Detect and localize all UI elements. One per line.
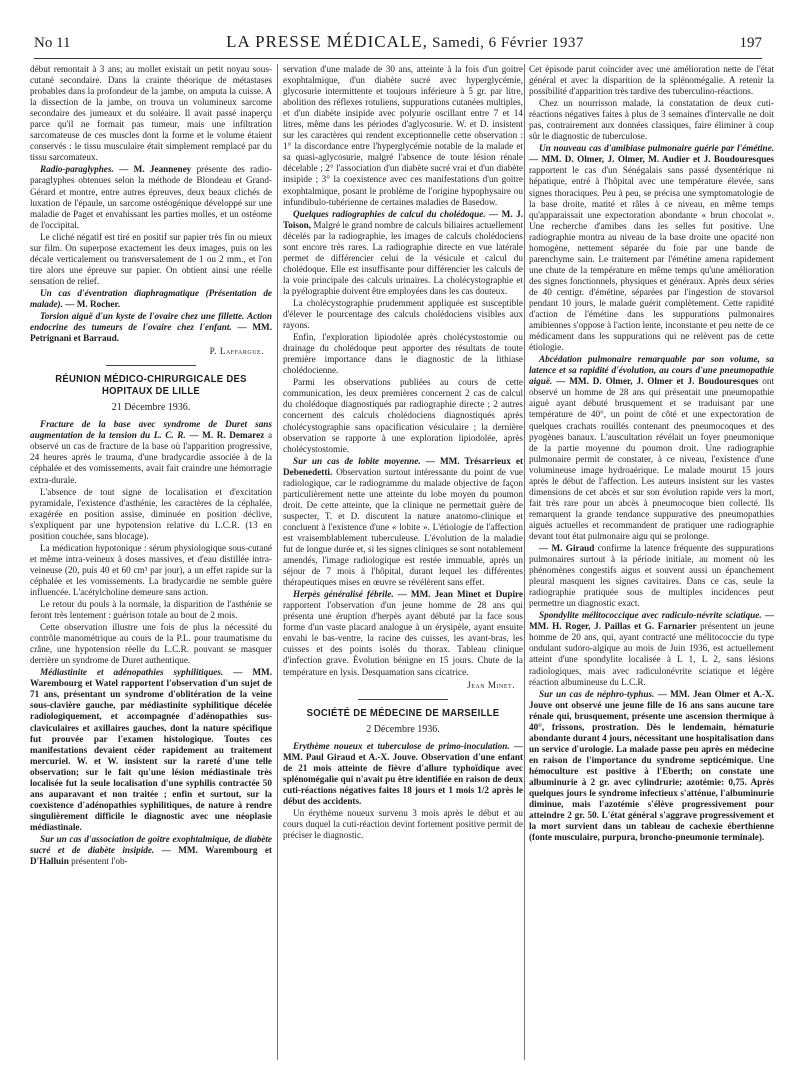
entry-lobite — [283, 456, 523, 589]
entry-title: Spondylite mélitococcique avec radiculo-névrite sciatique. — [539, 610, 762, 621]
entry-text: ont observé une jeune fille de 16 ans sans aucune tare rénale qui, brusquement, présente une ascension thermique à 40°, frissons, prostration. Dès le lendemain, hématurie abondante durant 4 jours, nécessitant une hospitalisation dans un service d'urologie. La malade passe peu après en médecine en raison de l'importance du syndrome septicémique. Une hémoculture est positive à l'Eberth; on constate une albuminurie à 2 gr. avec cylindrurie; azotémie: 0,75. Après quelques jours le syndrome infectieux s'atténue, l'albuminurie diminue, mais l'azotémie s'élève progressivement pour atteindre 2 gr. 50. L'état général s'aggrave progressivement et la mort survient dans un tableau de cachexie éberthienne (fonte musculaire, purpura, broncho-pneumonie terminale). — [529, 699, 774, 843]
entry-title: Médiastinite et adénopathies syphilitiques. — [40, 667, 224, 678]
entry-title: Radio-paraglyphes. — [40, 164, 114, 175]
journal-masthead — [71, 32, 740, 52]
paragraph: Le cliché négatif est tiré en positif sur papier très fin ou mieux sur film. On superpose exactement les deux images, puis on les décale verticalement ou transversalement de 1 ou 2 mm., et l'on tire alors une épreuve sur papier. On obtient ainsi une réelle sensation de relief. — [30, 231, 272, 286]
issue-date: Samedi, 6 Février 1937 — [432, 35, 584, 51]
section-divider — [106, 365, 196, 366]
paragraph: Parmi les observations publiées au cours de cette communication, les deux premières concernent 2 cas de calcul du cholédoque diagnostiqués par radiographie directe ; 2 autres concernent des calculs cholédociens diagnostiqués après cholécystographie sans opacification vésiculaire ; la dernière observation se rapporte à une exploration lipiodolée, après cholécystostomie. — [283, 377, 523, 454]
entry-title: Fracture de la base avec syndrome de Duret sans augmentation de la tension du L. C. R. — [30, 419, 272, 441]
entry-erytheme — [283, 741, 523, 807]
paragraph — [529, 543, 774, 609]
paragraph: Cet épisode parut coïncider avec une amélioration nette de l'état général et avec la disparition de la splénomégalie. A retenir la possibilité d'apparition très tardive des tuberculino-réactions. — [529, 64, 774, 97]
issue-number: No 11 — [34, 35, 71, 51]
signature: P. Laffargue. — [209, 346, 264, 357]
entry-amibiase — [529, 143, 774, 353]
entry-text: rapportent l'observation d'un jeune homme de 28 ans qui présenta une éruption d'herpès ayant débuté par la face sous forme d'un vaste placard analogue à un érysipèle, ayant ensuite envahi le bas-ventre, la racine des cuisses, les avant-bras, les cuisses et des points isolés du thorax. Tableau clinique d'infection grave. Évolution bénigne en 15 jours. Chute de la température en lysis. Desquamation sans cicatrice. — [283, 600, 523, 677]
column-right — [529, 64, 774, 1064]
entry-authors: — MM. Trésarrieux et Debenedetti. — [283, 455, 523, 477]
column-middle — [283, 64, 523, 1064]
entry-authors: — MM. D. Olmer, J. Olmer et J. Boudouresques — [556, 376, 759, 387]
entry-text: Malgré le grand nombre de calculs biliaires actuellement décelés par la radiographie, les images de calculs cholédociens sont encore très rares. La radiographie directe en vue latérale permet de différencier celui de la vésicule et calcul du cholédoque. Elle est insuffisante pour différencier les calculs de la voie principale des calculs urinaires. La cholécystographie et la pyélographie doivent être employées dans les cas douteux. — [283, 219, 523, 296]
entry-herpes — [283, 589, 523, 677]
section-title: SOCIÉTÉ DE MÉDECINE DE MARSEILLE — [306, 707, 500, 719]
paragraph: Un érythème noueux survenu 3 mois après le début et au cours duquel la cuti-réaction devint fortement positive permit de préciser le diagnostic. — [283, 807, 523, 841]
paragraph: La cholécystographie prudemment appliquée est susceptible d'élever le pourcentage des calculs cholédociens visibles aux rayons. — [283, 297, 523, 331]
paragraph: début remontait à 3 ans; au mollet existait un petit noyau sous-cutané secondaire. Dans la crainte théorique de métastases probables dans la profondeur de la jambe, on amputa la cuisse. A la dissection de la jambe, on trouva un volumineux sarcome secondaire des jumeaux et du soléaire. Il avait passé inaperçu parce qu'il ne formait pas tumeur, mais une infiltration sarcomateuse de ces muscles dont la forme et le volume étaient conservés : le tissu musculaire était simplement remplacé par du tissu sarcomateux. — [30, 64, 272, 163]
paragraph: Enfin, l'exploration lipiodolée après cholécystostomie ou drainage du cholédoque peut apporter des résultats de toute première importance dans le diagnostic de la lithiase cholédocienne. — [283, 332, 523, 376]
paragraph: Le retour du pouls à la normale, la disparition de l'asthénie se feront très lentement : guérison totale au bout de 2 mois. — [30, 599, 272, 621]
entry-text: présentent l'ob- — [68, 856, 128, 867]
entry-title: Un nouveau cas d'amibiase pulmonaire guérie par l'émétine. — [539, 143, 774, 154]
paragraph: servation d'une malade de 30 ans, atteinte à la fois d'un goitre exophtalmique, d'un diabète sucré avec hyperglycémie, glycosurie intermittente et toujours inférieure à 5 gr. par litre, abolition des réflexes rotuliens, suppurations cutanées multiples, et d'un diabète insipide avec polyurie oscillant entre 7 et 14 litres, même dans les périodes d'aglycosurie. W. et D. insistent sur les caractères qui rendent exceptionnelle cette observation : 1° la discordance entre l'hyperglycémie notable de la malade et sa quasi-aglycosurie, malgré l'absence de toute lésion rénale décelable ; 2° l'association d'un diabète sucré vrai et d'un diabète insipide ; 3° la coexistence avec ces manifestations d'un goitre exophtalmique, posant le problème de l'origine hypophysaire ou infundibulo-tubérienne de certaines maladies de Basedow. — [283, 64, 523, 207]
entry-mediastinite — [30, 667, 272, 833]
entry-text: rapportent l'observation d'un sujet de 71 ans, présentant un syndrome d'oblitération de la veine sous-clavière gauche, par médiastinite syphilitique décelée radiologiquement, et accompagnée d'adénopathies sus-claviculaires et axillaires gauches, dont la nature spécifique fut prouvée par l'examen histologique. Toutes ces manifestations devaient céder rapidement au traitement mercuriel. W. et W. insistent sur la rareté d'une telle observation; sur le fait qu'une lésion médiastinale très localisée fut la seule localisation d'une syphilis contractée 50 ans auparavant et non traitée ; enfin et surtout, sur la coexistence d'adénopathies syphilitiques, de nature à rendre singulièrement difficile le diagnostic avec une néoplasie médiastinale. — [30, 678, 272, 832]
entry-text: rapportent le cas d'un Sénégalais sans passé dysentérique ni hépatique, entré à l'hôpital avec une température élevée, sans signes thoraciques. Peu à peu, se précisa une symptomatologie de la base droite, matité et râles à ce niveau, en même temps qu'apparaissait une expectoration abondante « brun chocolat ». Une recherche d'amibes dans les selles fut positive. Une radiographie montra au niveau de la base droite une opacité non homogène, nettement séparée du foie par une bande de parenchyme sain. Le traitement par l'émétine amena rapidement une chute de la température en même temps qu'une amélioration des signes fonctionnels, physiques et généraux. Après deux séries de 40 centigr. d'émétine, séparées par l'ingestion de stovarsol pendant 10 jours, le malade guérit complètement. Cette rapidité d'action de l'émétine dans les suppurations pulmonaires amibiennes s'oppose à l'action lente, inconstante et peu nette de ce médicament dans les suppurations qui ne relèvent pas de cette étiologie. — [529, 165, 774, 353]
entry-title: Sur un cas de lobite moyenne. — [293, 455, 421, 466]
entry-authors: — M. Rocher. — [65, 298, 120, 309]
entry-authors: — MM. Warembourg et D'Halluin — [30, 845, 272, 867]
column-separator — [524, 64, 525, 1060]
entry-authors: — M. J. Toison, — [283, 208, 523, 230]
journal-title: LA PRESSE MÉDICALE, — [226, 32, 428, 51]
entry-goitre — [30, 834, 272, 867]
page-header — [34, 32, 762, 54]
entry-authors: — M. Giraud — [539, 543, 595, 554]
column-left — [30, 64, 272, 1064]
entry-authors: — M. R. Demarez — [189, 430, 265, 441]
entry-title: Sur un cas de néphro-typhus. — [539, 688, 655, 699]
entry-authors: — MM. Jean Olmer et A.-X. Jouve — [529, 688, 774, 710]
entry-text: confirme la latence fréquente des suppurations pulmonaires surtout à la période initiale, au moment où les phénomènes congestifs aigus et souvent aussi un épanchement pleural masquent les signes cavitaires. Dans ce cas, seule la radiographie pratiquée sous de multiples incidences peut permettre un diagnostic exact. — [529, 543, 774, 609]
entry-radio-paraglyphes — [30, 164, 272, 230]
section-divider — [358, 699, 448, 700]
entry-title: Herpès généralisé fébrile. — [293, 589, 394, 600]
entry-text: Observation surtout intéressante du point de vue radiologique, car le radiogramme du malade objective de façon particulièrement nette une atteinte du lobe moyen du poumon droit. De cette atteinte, que la clinique ne permettait guère de suspecter, T. et D. discutent la nature anatomo-clinique et concluent à l'existence d'une « lobite ». L'étiologie de l'affection est vraisemblablement tuberculeuse. L'évolution de la maladie fut de longue durée et, si les signes cliniques se sont notablement amendés, l'image radiologique est restée immuable, après un séjour de 7 mois à l'hôpital, durant lequel les différentes thérapeutiques mises en œuvre se révélèrent sans effet. — [283, 466, 523, 588]
section-date: 2 Décembre 1936. — [366, 723, 440, 735]
page-number: 197 — [739, 35, 762, 51]
header-rule — [34, 58, 762, 59]
section-title: RÉUNION MÉDICO-CHIRURGICALE DES HOPITAUX DE LILLE — [55, 374, 247, 398]
entry-authors: — MM. Jean Minet et Dupire — [397, 589, 523, 600]
column-separator — [277, 64, 278, 1060]
entry-eventration — [30, 288, 272, 310]
entry-title: Erythème noueux et tuberculose de primo-inoculation. — [293, 740, 510, 751]
entry-authors: — MM. Warembourg et Watel — [30, 667, 272, 689]
paragraph: La médication hypotonique : sérum physiologique sous-cutané et même intra-veineux à doses massives, et d'eau distillée intra-veineuse (20, puis 40 et 60 cm³ par jour), a un effet rapide sur la céphalée et les vomissements. La bradycardie ne semble guère influencée. L'acétylcholine demeure sans action. — [30, 542, 272, 597]
signature: Jean Minet. — [467, 679, 515, 690]
paragraph: L'absence de tout signe de localisation et d'excitation pyramidale, l'existence d'asthénie, les caractères de la céphalée, exagérée en position assise, diminuée en position déclive, s'expliquent par une hypotension relative du L.C.R. (13 en position couchée, sans blocage). — [30, 486, 272, 541]
entry-text: présente des radio-paraglyphes obtenues selon la méthode de Blondeau et Grand-Gérard et montre, entre autres épreuves, deux beaux clichés de luxation de l'épaule, un sarcome ostéogénique développé sur une maladie de Paget et envahissant les parties molles, et un ostéome de l'occipital. — [30, 164, 272, 230]
entry-authors: — MM. H. Roger, J. Paillas et G. Farnarier — [529, 610, 774, 632]
entry-text: ont observé un homme de 28 ans qui présentait une pneumopathie aiguë ayant débuté brusquement et se traduisant par une température de 40°, un point de côté et une expectoration de quelques crachats rouillés contenant des pneumocoques et des pyogènes banaux. L'auscultation révélait un foyer pneumonique de la partie moyenne du poumon droit. Une radiographie pulmonaire permit de constater, à ce niveau, l'existence d'une volumineuse image hydroaérique. Le malade mourut 15 jours après le début de l'affection. Les auteurs insistent sur les vastes dimensions de cet abcès et sur son évolution rapide vers la mort, fait très rare pour un abcès à pneumocoque bien collecté. Ils remarquent la grande tendance suppurative des pneumopathies aiguës actuelles et recommandent de pratiquer une radiographie devant tout état pulmonaire aigu qui se prolonge. — [529, 376, 774, 541]
entry-nephro-typhus — [529, 689, 774, 844]
entry-spondylite — [529, 610, 774, 687]
entry-title: Sur un cas d'association de goitre exophtalmique, de diabète sucré et de diabète insipide. — [30, 834, 272, 856]
entry-authors: — M. Jeanneney — [119, 164, 192, 175]
entry-title: Un cas d'éventration diaphragmatique (Présentation de malade). — [30, 287, 272, 309]
entry-choledoque — [283, 209, 523, 297]
entry-title: Quelques radiographies de calcul du cholédoque. — [293, 208, 486, 219]
entry-title: Torsion aiguë d'un kyste de l'ovaire chez une fillette. Action endocrine des tumeurs de l'ovaire chez l'enfant. — [30, 311, 272, 333]
entry-title: Abcédation pulmonaire remarquable par son volume, sa latence et sa rapidité d'évolution, au cours d'une pneumopathie aiguë. — [529, 354, 774, 387]
entry-text: Observation d'une enfant de 21 mois atteinte de fièvre d'allure typhoïdique avec splénomégalie qui n'avait pu être identifiée en raison de deux cuti-réactions négatives faites 18 jours et 1 mois 1/2 après le début des accidents. — [283, 751, 523, 806]
section-date: 21 Décembre 1936. — [111, 402, 191, 414]
entry-torsion — [30, 311, 272, 344]
entry-abcedation — [529, 354, 774, 542]
entry-authors: — MM. Paul Giraud et A.-X. Jouve. — [283, 740, 523, 762]
entry-text: a observé un cas de fracture de la base où l'apparition progressive, 24 heures après le trauma, d'une bradycardie associée à de la céphalée et des vomissements, avait fait craindre une hémorragie extra-durale. — [30, 430, 272, 485]
entry-text: présentent un jeune homme de 20 ans, qui, ayant contracté une mélitococcie du type ondulant sudoro-algique au mois de Juin 1936, est actuellement atteint d'une spondylite localisée à L 1, L 2, sans lésions radiologiques, mais avec radiculonévrite sciatique et légère réaction albumineuse du L.C.R. — [529, 621, 774, 687]
paragraph: Chez un nourrisson malade, la constatation de deux cuti-réactions négatives faites à plus de 3 semaines d'intervalle ne doit pas, contrairement aux données classiques, faire éliminer à coup sûr le diagnostic de tuberculose. — [529, 98, 774, 142]
entry-authors: — MM. D. Olmer, J. Olmer, M. Audier et J. Boudouresques — [529, 154, 774, 165]
entry-authors: — MM. Petrignani et Barraud. — [30, 322, 272, 344]
entry-fracture — [30, 419, 272, 485]
paragraph: Cette observation illustre une fois de plus la nécessité du contrôle manométrique au cours de la P.L. pour traumatisme du crâne, une hypotension réelle du L.C.R. pouvant se masquer derrière un syndrome de Duret authentique. — [30, 622, 272, 666]
